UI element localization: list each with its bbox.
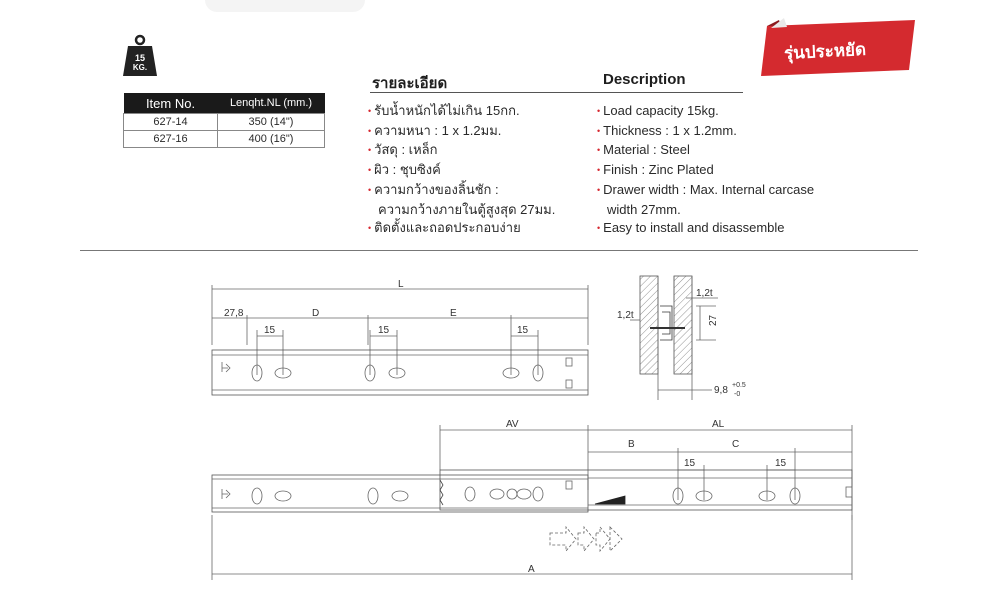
list-item-continued: ความกว้างภายในตู้สูงสุด 27มม.: [378, 201, 556, 217]
cell-item: 627-14: [124, 114, 218, 131]
bullet-icon: •: [368, 223, 372, 234]
list-item-text: ติดตั้งและถอดประกอบง่าย: [374, 220, 521, 236]
bullet-icon: •: [368, 145, 372, 156]
bullet-icon: •: [368, 165, 372, 176]
list-item-text: ผิว : ชุบซิงค์: [374, 162, 441, 178]
list-item-continued: width 27mm.: [607, 201, 681, 217]
list-item-text: Drawer width : Max. Internal carcase: [603, 181, 815, 197]
list-item-text: ความกว้างของลิ้นชัก :: [374, 181, 499, 197]
list-item-text: วัสดุ : เหล็ก: [374, 142, 438, 158]
dim-27-8: 27,8: [224, 308, 244, 319]
bullet-icon: •: [597, 106, 601, 116]
thai-heading: รายละเอียด: [372, 75, 448, 92]
dim-15-c: 15: [517, 325, 529, 336]
dim-AL: AL: [712, 419, 725, 430]
bullet-icon: •: [368, 106, 372, 116]
dim-15-e: 15: [775, 458, 787, 469]
list-item-text: Finish : Zinc Plated: [603, 162, 714, 178]
dim-height-27: 27: [708, 314, 719, 326]
dim-E: E: [450, 308, 457, 319]
cell-length: 400 (16"): [218, 131, 325, 148]
cell-length: 350 (14"): [218, 114, 325, 131]
dim-tolerance-minus: -0: [734, 391, 741, 398]
bullet-icon: •: [597, 125, 601, 136]
bullet-icon: •: [597, 223, 601, 234]
list-item-text: Thickness : 1 x 1.2mm.: [603, 122, 737, 138]
header-item-no: Item No.: [124, 93, 218, 114]
weight-value: 15: [134, 53, 146, 63]
dim-C: C: [732, 439, 740, 450]
promo-label: รุ่นประหยัด: [783, 39, 867, 64]
weight-unit: KG.: [132, 63, 148, 72]
dim-L: L: [398, 279, 404, 290]
list-item-text: รับน้ำหนักได้ไม่เกิน 15กก.: [374, 103, 520, 118]
bullet-icon: •: [597, 165, 601, 176]
english-heading: Description: [603, 71, 686, 88]
dim-A: A: [528, 564, 535, 575]
bullet-icon: •: [368, 184, 372, 195]
dim-15-d: 15: [684, 458, 696, 469]
dim-15-b: 15: [378, 325, 390, 336]
list-item-text: ความหนา : 1 x 1.2มม.: [374, 122, 502, 138]
bullet-icon: •: [597, 184, 601, 195]
dim-tolerance-plus: +0.5: [732, 382, 746, 389]
dim-D: D: [312, 308, 320, 319]
header-length: Lenqht.NL (mm.): [218, 93, 325, 114]
dim-15-a: 15: [264, 325, 276, 336]
dim-thickness-top: 1,2t: [696, 288, 713, 299]
list-item-text: Material : Steel: [603, 142, 690, 158]
dim-thickness-left: 1,2t: [617, 310, 634, 321]
list-item-text: Load capacity 15kg.: [603, 103, 719, 118]
dim-AV: AV: [506, 419, 519, 430]
cell-item: 627-16: [124, 131, 218, 148]
dim-width-9-8: 9,8: [714, 385, 728, 396]
dim-B: B: [628, 439, 635, 450]
bullet-icon: •: [597, 145, 601, 156]
list-item-text: Easy to install and disassemble: [603, 220, 785, 236]
bullet-icon: •: [368, 125, 372, 136]
